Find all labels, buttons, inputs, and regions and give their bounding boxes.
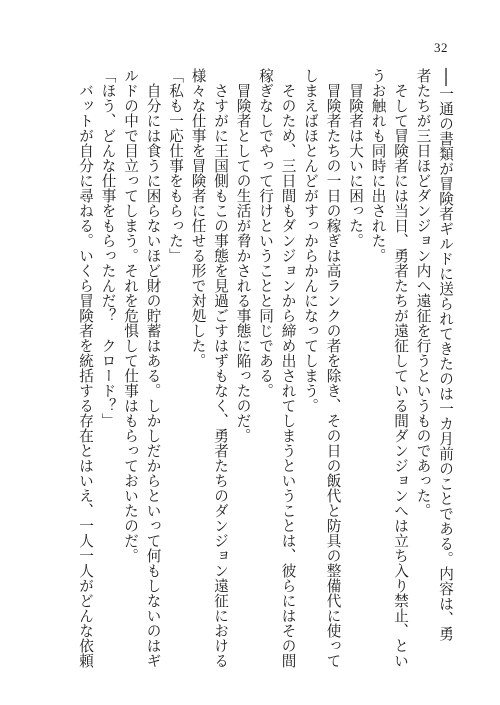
text-line: 自分には食うに困らないほど財の貯蓄はある。しかしだからといって何もしないのはギ [144, 68, 162, 668]
text-line: さすがに王国側もこの事態を見過ごすはずもなく、勇者たちのダンジョン遠征における [212, 68, 229, 668]
text-line: 稼ぎなしでやって行けということと同じである。 [257, 68, 274, 398]
text-line: 「私も一応仕事をもらった」 [167, 68, 184, 263]
text-line: 「ほう、どんな仕事をもらったんだ？ クロード？」 [99, 68, 117, 428]
text-line: 者たちが三日ほどダンジョン内へ遠征を行うというものであった。 [414, 68, 432, 518]
text-line: 冒険者としての生活が脅かされる事態に陥ったのだ。 [234, 68, 252, 443]
text-line: うお触れも同時に出された。 [369, 68, 387, 263]
page-number: 32 [434, 40, 448, 55]
text-line: ──一通の書類が冒険者ギルドに送られてきたのは一カ月前のことである。内容は、勇 [437, 68, 454, 642]
text-line: そして冒険者には当日、勇者たちが遠征している間ダンジョンへは立ち入り禁止、とい [392, 68, 409, 668]
text-line: しまえばほとんどがすっからかんになってしまう。 [302, 68, 319, 413]
novel-body-text [36, 68, 456, 668]
text-line: 様々な仕事を冒険者に任せる形で対処した。 [189, 68, 207, 368]
text-line: 冒険者たちの一日の稼ぎは高ランクの者を除き、その日の飯代と防具の整備代に使って [324, 68, 342, 668]
text-line: 冒険者は大いに困った。 [347, 68, 364, 248]
text-line: ルドの中で目立ってしまう。それを危惧して仕事はもらっておいたのだ。 [122, 68, 139, 563]
text-line: そのため、三日間もダンジョンから締め出されてしまうということは、彼らにはその間 [279, 68, 297, 668]
text-line: バットが自分に尋ねる。いくら冒険者を統括する存在とはいえ、一人一人がどんな依頼 [77, 68, 94, 668]
